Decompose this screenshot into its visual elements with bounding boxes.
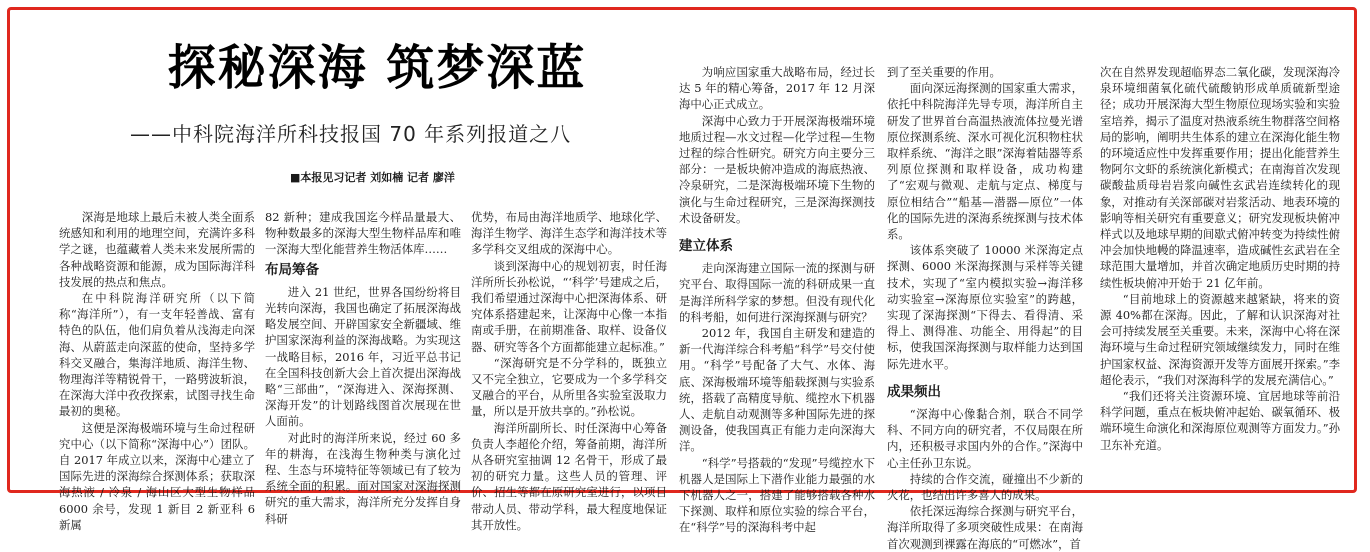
paragraph: 这便是深海极端环境与生命过程研究中心（以下简称“深海中心”）团队。自 2017 年成立以来，深海中心建立了国际先进的深海综合探测体系；获取深海热液 / 冷泉 / 海山区大型生物样品 6000 余号，发现 1 新目 2 新亚科 6 新属 bbox=[59, 420, 255, 532]
paragraph: 该体系突破了 10000 米深海定点探测、6000 米深海探测与采样等关键技术，实现了“室内模拟实验→海洋移动实验室→深海原位实验室”的跨越，实现了深海探测“下得去、看得清、采得上、测得准、功能全、用得起”的目标，使我国深海探测与取样能力达到国际先进水平。 bbox=[887, 243, 1083, 371]
paragraph: 进入 21 世纪，世界各国纷纷将目光转向深海，我国也确定了拓展深海战略发展空间、开辟国家安全新疆域、维护国家深海利益的深海战略。为实现这一战略目标，2016 年，习近平总书记在全国科技创新大会上首次提出深海战略“三部曲”，“深海进入、深海探测、深海开发”的计划路线图首次展现在世人面前。 bbox=[265, 284, 461, 429]
paragraph: 走向深海建立国际一流的探测与研究平台、取得国际一流的科研成果一直是海洋所科学家的梦想。但没有现代化的科考船，如何进行深海探测与研究？ bbox=[679, 261, 875, 324]
paragraph: “深海中心像黏合剂，联合不同学科、不同方向的研究者，不仅局限在所内，还积极寻求国内外的合作。”深海中心主任孙卫东说。 bbox=[887, 407, 1083, 470]
paragraph: 82 新种；建成我国迄今样品量最大、物种数最多的深海大型生物样品库和唯一深海大型化能营养生物活体库…… bbox=[265, 210, 461, 257]
section-heading: 建立体系 bbox=[679, 238, 733, 255]
column-6 bbox=[1100, 64, 1340, 492]
paragraph: 对此时的海洋所来说，经过 60 多年的耕海，在浅海生物种类与演化过程、生态与环境特征等领域已有了较为系统全面的积累。面对国家对深海探测研究的重大需求，海洋所充分发挥自身科研 bbox=[265, 430, 461, 526]
paragraph: 面向深远海探测的国家重大需求，依托中科院海洋先导专项，海洋所自主研发了世界首台高温热液流体拉曼光谱原位探测系统、深水可视化沉积物柱状取样系统、“海洋之眼”深海着陆器等系列原位探测和取样设备，成功构建了“宏观与微观、走航与定点、梯度与原位相结合”“船基—潜器—原位”一体化的国际先进的深海系统探测与技术体系。 bbox=[887, 81, 1083, 242]
paragraph: 2012 年，我国自主研发和建造的新一代海洋综合科考船“科学”号交付使用。“科学”号配备了大气、水体、海底、深海极端环境等船载探测与实验系统，搭载了高精度导航、缆控水下机器人、走航自动观测等多种国际先进的探测设备，使我国真正有能力走向深海大洋。 bbox=[679, 326, 875, 454]
column-5 bbox=[887, 64, 1083, 551]
paragraph: “目前地球上的资源越来越紧缺，将来的资源 40%都在深海。因此，了解和认识深海对社会可持续发展至关重要。未来，深海中心将在深海环境与生命过程研究领域继续发力，同时在维护国家权益、深海资源开发等方面展开探索。”李超伦表示，“我们对深海科学的发展充满信心。” bbox=[1100, 291, 1340, 387]
newspaper-page bbox=[22, 18, 1352, 551]
paragraph: 持续的合作交流，碰撞出不少新的火花，也结出许多喜人的成果。 bbox=[887, 471, 1083, 503]
paragraph: 为响应国家重大战略布局，经过长达 5 年的精心筹备，2017 年 12 月深海中心正式成立。 bbox=[679, 65, 875, 112]
column-1 bbox=[59, 209, 255, 532]
paragraph: “深海研究是不分学科的，既独立又不完全独立，它要成为一个多学科交叉融合的平台，从所里各实验室汲取力量，所以是开放共享的。”孙松说。 bbox=[471, 355, 667, 419]
paragraph: 到了至关重要的作用。 bbox=[887, 65, 1001, 79]
paragraph: 深海中心致力于开展深海极端环境地质过程—水文过程—化学过程—生物过程的综合性研究。研究方向主要分三部分：一是板块俯冲造成的海底热液、冷泉研究，二是深海极端环境下生物的演化与生命过程研究，三是深海探测技术设备研发。 bbox=[679, 113, 875, 225]
column-4 bbox=[679, 64, 875, 535]
subheadline: ——中科院海洋所科技报国 70 年系列报道之八 bbox=[130, 122, 572, 146]
paragraph: 次在自然界发现超临界态二氧化碳，发现深海冷泉环境细菌氧化硫代硫酸钠形成单质硫新型途径；成功开展深海大型生物原位现场实验和实验室培养，揭示了温度对热液系统生物群落空间格局的影响，阐明共生体系的建立在深海化能生物的环境适应性中发挥重要作用；提出化能营养生物阿尔文虾的系统演化新模式；在南海首次发现碳酸盐质母岩岩浆向碱性玄武岩连续转化的现象，对推动有关深部碳对岩浆活动、地表环境的影响等相关研究有重要意义；研究发现板块俯冲样式以及地球早期的间歇式俯冲转变为持续性俯冲会加快地幔的降温速率，造成碱性玄武岩在全球范围大量增加，并首次确定地质历史时期的持续性板块俯冲开始于 21 亿年前。 bbox=[1100, 65, 1340, 290]
section-heading: 布局筹备 bbox=[265, 261, 319, 278]
paragraph: “我们还将关注资源环境、宜居地球等前沿科学问题，重点在板块俯冲起始、碳氧循环、极端环境生命演化和深海原位观测等方面发力。”孙卫东补充道。 bbox=[1100, 389, 1340, 452]
paragraph: 优势，布局由海洋地质学、地球化学、海洋生物学、海洋生态学和海洋技术等多学科交叉组成的深海中心。 bbox=[471, 210, 667, 257]
paragraph: 在中科院海洋研究所（以下简称“海洋所”），有一支年轻善战、富有特色的队伍，他们肩负着从浅海走向深海、从蔚蓝走向深蓝的使命，坚持多学科交叉融合，集海洋地质、海洋生物、物理海洋等精锐骨干，一路劈波斩浪，在深海大洋中孜孜探索，试图寻找生命最初的奥秘。 bbox=[59, 291, 255, 419]
column-2 bbox=[265, 209, 461, 526]
paragraph: “科学”号搭载的“发现”号缆控水下机器人是国际上下潜作业能力最强的水下机器人之一，搭建了能够搭载各种水下探测、取样和原位实验的综合平台，在“科学”号的深海科考中起 bbox=[679, 455, 875, 535]
headline: 探秘深海 筑梦深蓝 bbox=[167, 40, 587, 96]
paragraph: 谈到深海中心的规划初衷，时任海洋所所长孙松说，“‘科学’号建成之后，我们希望通过深海中心把深海体系、研究体系搭建起来，让深海中心像一本指南或手册，在前期准备、取样、设备仪器、研究等各个方面都能建立起标准。” bbox=[471, 258, 667, 354]
paragraph: 深海是地球上最后未被人类全面系统感知和利用的地理空间，充满许多科学之谜，也蕴藏着人类未来发展所需的各种战略资源和能源，成为国际海洋科技发展的热点和焦点。 bbox=[59, 210, 255, 289]
paragraph: 海洋所副所长、时任深海中心筹备负责人李超伦介绍，筹备前期，海洋所从各研究室抽调 12 名骨干，形成了最初的研究力量。这些人员的管理、评价、招生等都在原研究室进行，以项目带动人员、带动学科，最大程度地保证其开放性。 bbox=[471, 420, 667, 532]
paragraph: 依托深远海综合探测与研究平台，海洋所取得了多项突破性成果：在南海首次观测到裸露在海底的“可燃冰”，首 bbox=[887, 504, 1083, 551]
byline: ■本报见习记者 刘如楠 记者 廖洋 bbox=[290, 171, 455, 184]
section-heading: 成果频出 bbox=[887, 383, 941, 400]
column-3 bbox=[471, 209, 667, 532]
